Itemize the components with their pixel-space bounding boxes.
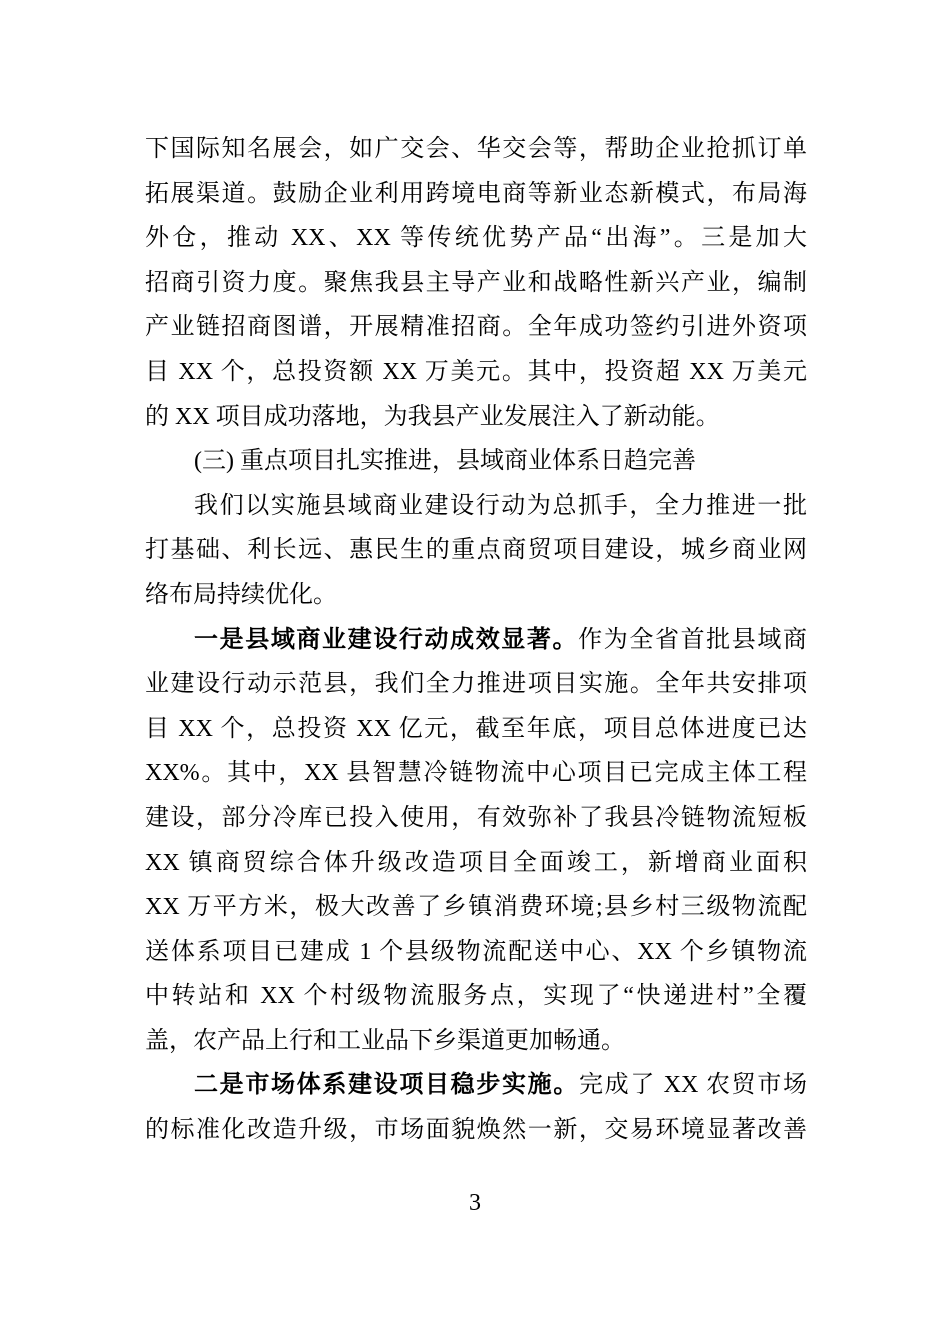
line-text: 中转站和 XX 个村级物流服务点，实现了“快递进村”全覆	[145, 983, 807, 1010]
section-heading	[145, 439, 807, 484]
text-line	[145, 1019, 807, 1064]
text-line	[145, 841, 807, 886]
text-line	[145, 930, 807, 975]
text-line	[145, 216, 807, 261]
line-text: 目 XX 个，总投资 XX 亿元，截至年底，项目总体进度已达	[145, 715, 807, 742]
text-line	[145, 528, 807, 573]
line-text: 拓展渠道。鼓励企业利用跨境电商等新业态新模式，布局海	[145, 180, 807, 207]
bold-lead: 一是县域商业建设行动成效显著。	[194, 626, 579, 653]
line-text: (三) 重点项目扎实推进，县域商业体系日趋完善	[194, 448, 696, 475]
line-text: 完成了 XX 农贸市场	[579, 1072, 807, 1099]
text-line	[145, 707, 807, 752]
text-line	[145, 1108, 807, 1153]
line-text: 打基础、利长远、惠民生的重点商贸项目建设，城乡商业网	[145, 537, 807, 564]
text-line	[145, 796, 807, 841]
line-text: XX%。其中，XX 县智慧冷链物流中心项目已完成主体工程	[145, 760, 807, 787]
line-text: 的标准化改造升级，市场面貌焕然一新，交易环境显著改善	[145, 1117, 807, 1144]
text-line	[145, 662, 807, 707]
line-text: 作为全省首批县域商	[578, 626, 808, 653]
bold-lead: 二是市场体系建设项目稳步实施。	[194, 1072, 579, 1099]
document-body	[145, 127, 807, 1153]
line-text: 建设，部分冷库已投入使用，有效弥补了我县冷链物流短板	[145, 804, 807, 831]
text-line	[145, 172, 807, 217]
text-line	[145, 127, 807, 172]
line-text: 外仓，推动 XX、XX 等传统优势产品“出海”。三是加大	[145, 225, 807, 252]
text-line	[145, 751, 807, 796]
line-text: 产业链招商图谱，开展精准招商。全年成功签约引进外资项	[145, 314, 807, 341]
line-text: 盖，农产品上行和工业品下乡渠道更加畅通。	[145, 1027, 625, 1054]
text-line	[145, 885, 807, 930]
text-line	[145, 1063, 807, 1108]
text-line	[145, 573, 807, 618]
text-line	[145, 350, 807, 395]
text-line	[145, 484, 807, 529]
line-text: 下国际知名展会，如广交会、华交会等，帮助企业抢抓订单	[145, 136, 807, 162]
line-text: 送体系项目已建成 1 个县级物流配送中心、XX 个乡镇物流	[145, 938, 807, 965]
line-text: 业建设行动示范县，我们全力推进项目实施。全年共安排项	[145, 671, 807, 698]
page-number: 3	[469, 1190, 481, 1216]
text-line	[145, 395, 807, 440]
text-line	[145, 305, 807, 350]
text-line	[145, 261, 807, 306]
line-text: 目 XX 个，总投资额 XX 万美元。其中，投资超 XX 万美元	[145, 358, 807, 385]
line-text: XX 万平方米，极大改善了乡镇消费环境;县乡村三级物流配	[145, 894, 807, 921]
line-text: 络布局持续优化。	[145, 581, 337, 608]
line-text: 我们以实施县域商业建设行动为总抓手，全力推进一批	[194, 492, 807, 519]
line-text: XX 镇商贸综合体升级改造项目全面竣工，新增商业面积	[145, 849, 807, 876]
line-text: 招商引资力度。聚焦我县主导产业和战略性新兴产业，编制	[145, 269, 807, 296]
line-text: 的 XX 项目成功落地，为我县产业发展注入了新动能。	[145, 403, 720, 430]
text-line	[145, 974, 807, 1019]
text-line	[145, 618, 807, 663]
